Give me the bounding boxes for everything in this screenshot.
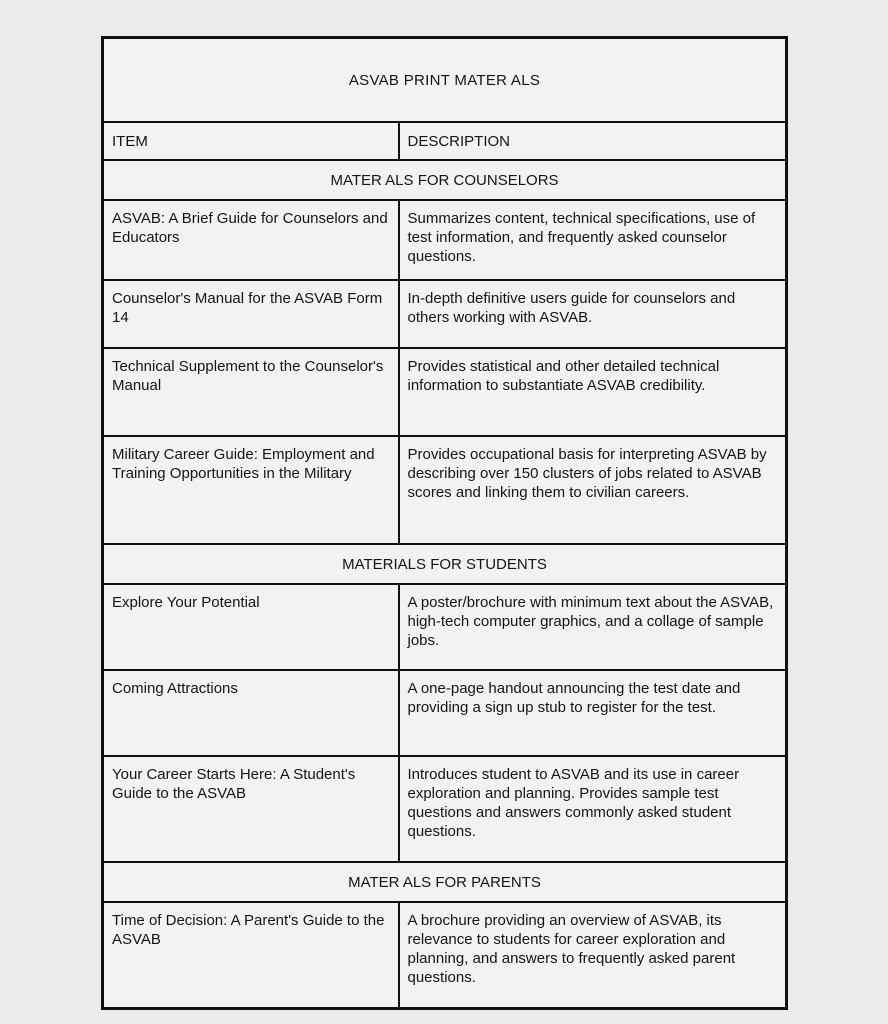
- table-row: [103, 902, 787, 1009]
- section-heading: MATER ALS FOR COUNSELORS: [103, 160, 787, 200]
- header-row: [103, 122, 787, 160]
- description-column-header: DESCRIPTION: [399, 122, 787, 160]
- description-cell: A brochure providing an overview of ASVAB, its relevance to students for career exploration and planning, and answers to frequently asked parent questions.: [399, 902, 787, 1009]
- item-cell: Time of Decision: A Parent's Guide to the ASVAB: [103, 902, 399, 1009]
- section-row-students: [103, 544, 787, 584]
- section-row-parents: [103, 862, 787, 902]
- item-cell: Technical Supplement to the Counselor's Manual: [103, 348, 399, 436]
- item-cell: Coming Attractions: [103, 670, 399, 756]
- document-page: [101, 36, 785, 1010]
- table-row: [103, 200, 787, 280]
- item-column-header: ITEM: [103, 122, 399, 160]
- asvab-materials-table: [101, 36, 788, 1010]
- table-row: [103, 670, 787, 756]
- description-cell: A one-page handout announcing the test date and providing a sign up stub to register for the test.: [399, 670, 787, 756]
- description-cell: Provides occupational basis for interpreting ASVAB by describing over 150 clusters of jobs related to ASVAB scores and linking them to civilian careers.: [399, 436, 787, 544]
- table-row: [103, 436, 787, 544]
- description-cell: Introduces student to ASVAB and its use in career exploration and planning. Provides sample test questions and answers commonly asked student questions.: [399, 756, 787, 862]
- description-cell: A poster/brochure with minimum text about the ASVAB, high-tech computer graphics, and a collage of sample jobs.: [399, 584, 787, 670]
- item-cell: ASVAB: A Brief Guide for Counselors and Educators: [103, 200, 399, 280]
- table-row: [103, 348, 787, 436]
- title-row: [103, 38, 787, 123]
- section-heading: MATER ALS FOR PARENTS: [103, 862, 787, 902]
- item-cell: Your Career Starts Here: A Student's Guide to the ASVAB: [103, 756, 399, 862]
- table-title: ASVAB PRINT MATER ALS: [103, 38, 787, 123]
- section-row-counselors: [103, 160, 787, 200]
- table-row: [103, 280, 787, 348]
- item-cell: Explore Your Potential: [103, 584, 399, 670]
- description-cell: Provides statistical and other detailed technical information to substantiate ASVAB credibility.: [399, 348, 787, 436]
- description-cell: Summarizes content, technical specifications, use of test information, and frequently asked counselor questions.: [399, 200, 787, 280]
- table-row: [103, 756, 787, 862]
- description-cell: In-depth definitive users guide for counselors and others working with ASVAB.: [399, 280, 787, 348]
- item-cell: Counselor's Manual for the ASVAB Form 14: [103, 280, 399, 348]
- table-row: [103, 584, 787, 670]
- section-heading: MATERIALS FOR STUDENTS: [103, 544, 787, 584]
- item-cell: Military Career Guide: Employment and Training Opportunities in the Military: [103, 436, 399, 544]
